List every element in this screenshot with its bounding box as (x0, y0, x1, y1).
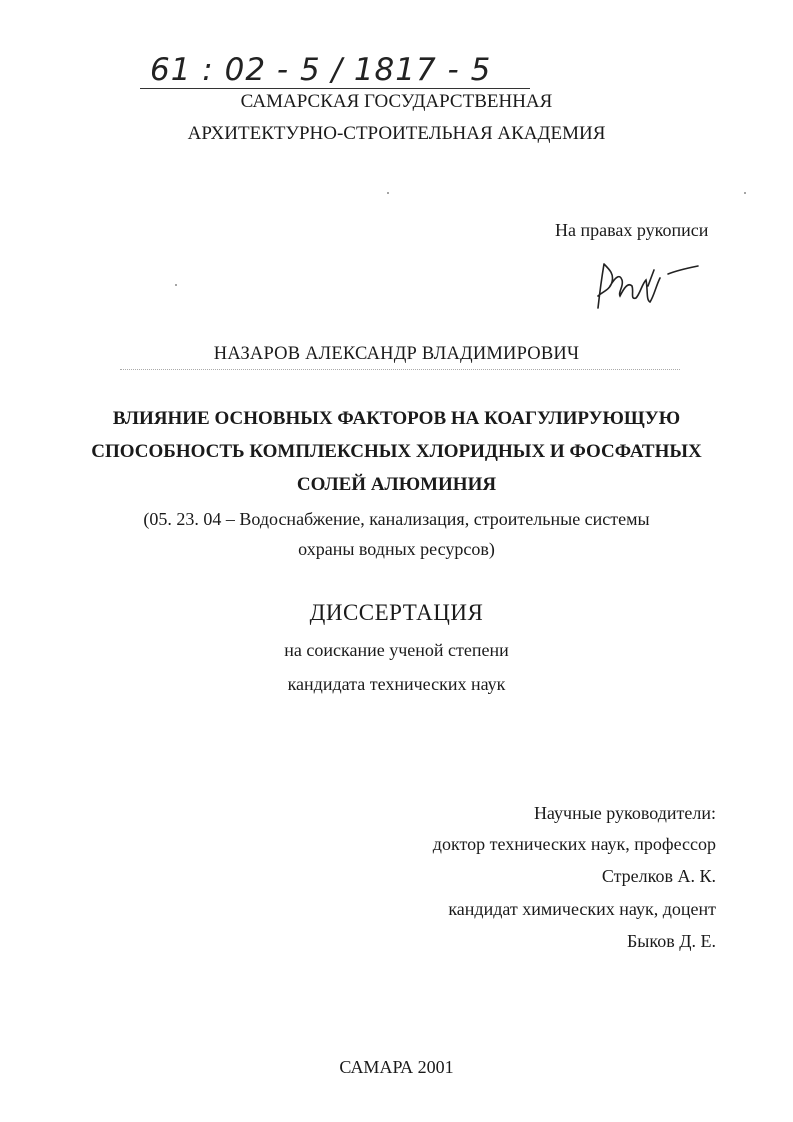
scan-speck (387, 192, 389, 194)
supervisor-1-title: доктор технических наук, профессор (432, 834, 716, 854)
supervisor-2-title: кандидат химических наук, доцент (448, 899, 716, 919)
author-name: НАЗАРОВ АЛЕКСАНДР ВЛАДИМИРОВИЧ (213, 344, 580, 364)
title-line-2: СПОСОБНОСТЬ КОМПЛЕКСНЫХ ХЛОРИДНЫХ И ФОСФАТНЫХ (91, 441, 702, 462)
scan-speck (175, 284, 177, 286)
title-line-1: ВЛИЯНИЕ ОСНОВНЫХ ФАКТОРОВ НА КОАГУЛИРУЮЩУЮ (112, 408, 681, 429)
supervisors-heading: Научные руководители: (533, 803, 716, 823)
city-year: САМАРА 2001 (339, 1057, 454, 1077)
author-signature (590, 256, 700, 316)
institution-line-2: АРХИТЕКТУРНО-СТРОИТЕЛЬНАЯ АКАДЕМИЯ (187, 123, 606, 144)
specialty-line-1: (05. 23. 04 – Водоснабжение, канализация, строительные системы (143, 509, 650, 529)
document-type-heading: ДИССЕРТАЦИЯ (309, 600, 484, 625)
degree-line-1: на соискание ученой степени (284, 640, 509, 660)
specialty-line-2: охраны водных ресурсов) (298, 539, 495, 559)
faint-divider (120, 369, 680, 370)
archive-stamp-code: 61 : 02 - 5 / 1817 - 5 (150, 52, 492, 88)
institution-line-1: САМАРСКАЯ ГОСУДАРСТВЕННАЯ (240, 91, 553, 112)
stamp-underline (140, 88, 530, 89)
scan-speck (744, 192, 746, 194)
supervisor-1-name: Стрелков А. К. (601, 866, 716, 886)
degree-line-2: кандидата технических наук (287, 674, 506, 694)
manuscript-rights: На правах рукописи (555, 220, 709, 240)
supervisor-2-name: Быков Д. Е. (626, 931, 716, 951)
title-line-3: СОЛЕЙ АЛЮМИНИЯ (296, 474, 497, 495)
